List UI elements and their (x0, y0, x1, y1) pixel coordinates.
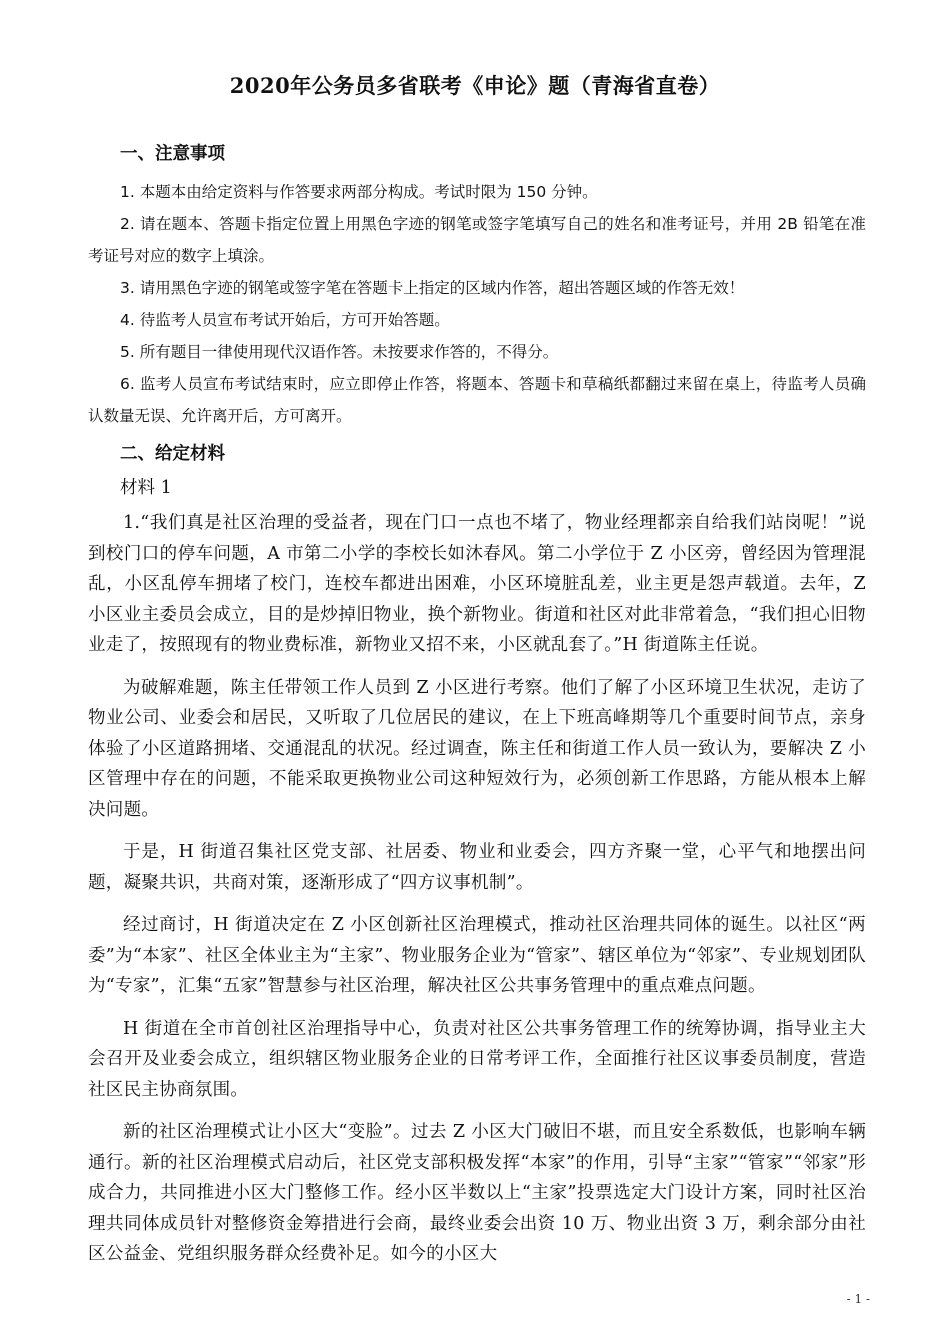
materials-heading: 二、给定材料 (120, 444, 225, 464)
material-paragraph: H 街道在全市首创社区治理指导中心，负责对社区公共事务管理工作的统筹协调，指导业主大会召开及业委会成立，组织辖区物业服务企业的日常考评工作，全面推行社区议事委员制度，营造社区民主协商氛围。 (88, 1018, 866, 1100)
document-title: 2020年公务员多省联考《申论》题（青海省直卷） (229, 73, 721, 98)
notice-item: 4. 待监考人员宣布考试开始后，方可开始答题。 (120, 311, 450, 329)
material-label: 材料 1 (120, 478, 172, 498)
page-number: - 1 - (846, 1292, 870, 1306)
notice-item: 6. 监考人员宣布考试结束时，应立即停止作答，将题本、答题卡和草稿纸都翻过来留在桌上，待监考人员确认数量无误、允许离开后，方可离开。 (88, 375, 866, 425)
document-body (88, 142, 866, 1282)
notice-heading: 一、注意事项 (120, 144, 225, 164)
material-paragraph: 1.“我们真是社区治理的受益者，现在门口一点也不堵了，物业经理都亲自给我们站岗呢！”说到校门口的停车问题，A 市第二小学的李校长如沐春风。第二小学位于 Z 小区旁，曾经因为管理混乱，小区乱停车拥堵了校门，连校车都进出困难，小区环境脏乱差，业主更是怨声载道。去年，Z 小区业主委员会成立，目的是炒掉旧物业，换个新物业。街道和社区对此非常着急，“我们担心旧物业走了，按照现有的物业费标准，新物业又招不来，小区就乱套了。”H 街道陈主任说。 (88, 513, 866, 655)
material-paragraph: 新的社区治理模式让小区大“变脸”。过去 Z 小区大门破旧不堪，而且安全系数低，也影响车辆通行。新的社区治理模式启动后，社区党支部积极发挥“本家”的作用，引导“主家”“管家”“邻家”形成合力，共同推进小区大门整修工作。经小区半数以上“主家”投票选定大门设计方案，同时社区治理共同体成员针对整修资金筹措进行会商，最终业委会出资 10 万、物业出资 3 万，剩余部分由社区公益金、党组织服务群众经费补足。如今的小区大 (88, 1122, 866, 1264)
material-paragraph: 为破解难题，陈主任带领工作人员到 Z 小区进行考察。他们了解了小区环境卫生状况，走访了物业公司、业委会和居民，又听取了几位居民的建议，在上下班高峰期等几个重要时间节点，亲身体验了小区道路拥堵、交通混乱的状况。经过调查，陈主任和街道工作人员一致认为，要解决 Z 小区管理中存在的问题，不能采取更换物业公司这种短效行为，必须创新工作思路，方能从根本上解决问题。 (88, 677, 866, 820)
notice-item: 5. 所有题目一律使用现代汉语作答。未按要求作答的，不得分。 (120, 343, 559, 361)
material-paragraph: 经过商讨，H 街道决定在 Z 小区创新社区治理模式，推动社区治理共同体的诞生。以社区“两委”为“本家”、社区全体业主为“主家”、物业服务企业为“管家”、辖区单位为“邻家”、专业规划团队为“专家”，汇集“五家”智慧参与社区治理，解决社区公共事务管理中的重点难点问题。 (88, 915, 866, 996)
notice-item: 1. 本题本由给定资料与作答要求两部分构成。考试时限为 150 分钟。 (120, 183, 598, 201)
notice-item: 3. 请用黑色字迹的钢笔或签字笔在答题卡上指定的区域内作答，超出答题区域的作答无效！ (120, 279, 745, 297)
material-paragraph: 于是，H 街道召集社区党支部、社居委、物业和业委会，四方齐聚一堂，心平气和地摆出问题，凝聚共识，共商对策，逐渐形成了“四方议事机制”。 (88, 842, 866, 893)
notice-item: 2. 请在题本、答题卡指定位置上用黑色字迹的钢笔或签字笔填写自己的姓名和准考证号，并用 2B 铅笔在准考证号对应的数字上填涂。 (88, 215, 866, 265)
